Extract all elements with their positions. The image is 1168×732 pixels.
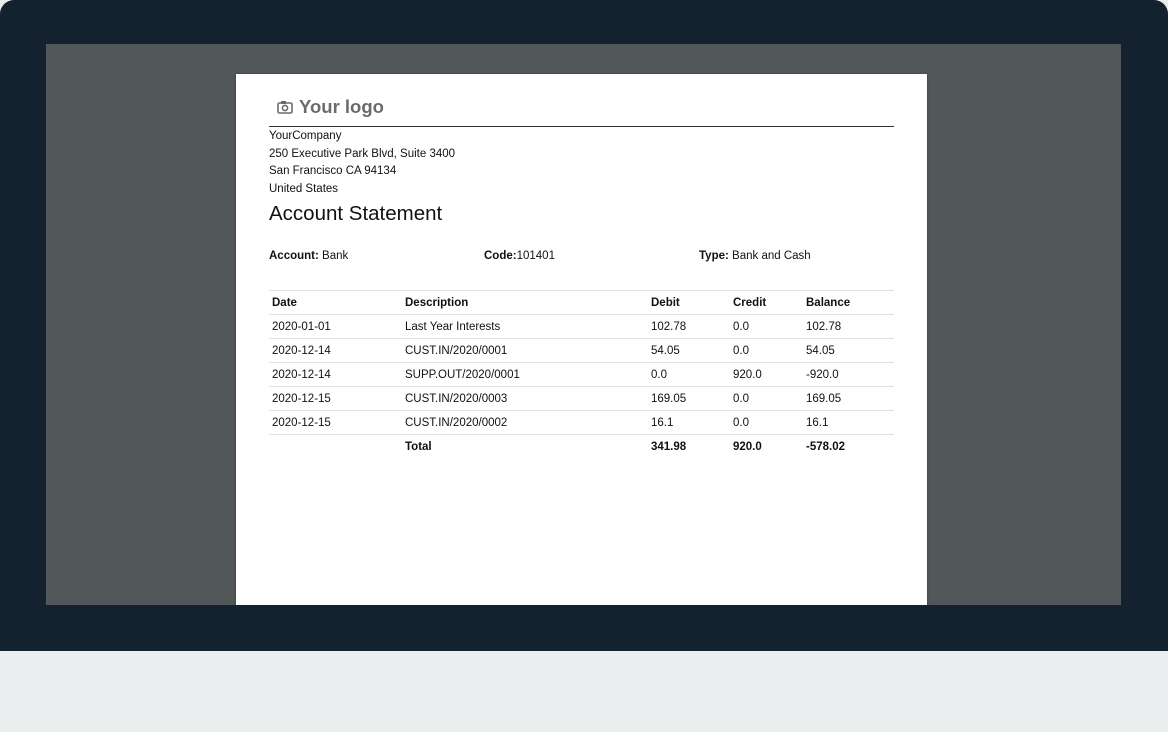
total-label: Total: [402, 435, 648, 459]
logo-text: Your logo: [299, 96, 384, 117]
cell-debit: 16.1: [648, 411, 730, 435]
code-info: [484, 250, 555, 262]
cell-date: 2020-01-01: [269, 315, 402, 339]
total-debit: 341.98: [648, 435, 730, 459]
cell-date: 2020-12-14: [269, 339, 402, 363]
header-description: Description: [402, 291, 648, 315]
company-street: 250 Executive Park Blvd, Suite 3400: [269, 147, 456, 160]
cell-credit: 0.0: [730, 387, 803, 411]
cell-date: 2020-12-14: [269, 363, 402, 387]
cell-credit: 0.0: [730, 315, 803, 339]
cell-description: CUST.IN/2020/0002: [402, 411, 648, 435]
cell-balance: 169.05: [803, 387, 894, 411]
cell-date: 2020-12-15: [269, 387, 402, 411]
cell-balance: 102.78: [803, 315, 894, 339]
account-value: Bank: [322, 250, 349, 262]
report-page: [236, 74, 927, 605]
cell-debit: 169.05: [648, 387, 730, 411]
table-row: [269, 339, 894, 363]
cell-balance: 16.1: [803, 411, 894, 435]
cell-debit: 54.05: [648, 339, 730, 363]
total-credit: 920.0: [730, 435, 803, 459]
total-balance: -578.02: [803, 435, 894, 459]
header-balance: Balance: [803, 291, 894, 315]
camera-icon: [277, 100, 293, 114]
cell-credit: 920.0: [730, 363, 803, 387]
cell-description: Last Year Interests: [402, 315, 648, 339]
table-header-row: [269, 291, 894, 315]
table-row: [269, 315, 894, 339]
company-address: [269, 128, 455, 198]
company-name: YourCompany: [269, 130, 342, 142]
code-label: Code:: [484, 250, 517, 262]
header-credit: Credit: [730, 291, 803, 315]
company-city: San Francisco CA 94134: [269, 165, 397, 177]
company-logo: [277, 96, 384, 118]
cell-description: CUST.IN/2020/0001: [402, 339, 648, 363]
cell-credit: 0.0: [730, 411, 803, 435]
cell-empty: [269, 435, 402, 459]
header-debit: Debit: [648, 291, 730, 315]
page-title: Account Statement: [269, 202, 443, 225]
cell-debit: 0.0: [648, 363, 730, 387]
company-country: United States: [269, 182, 339, 195]
statement-table: [269, 290, 894, 458]
cell-description: SUPP.OUT/2020/0001: [402, 363, 648, 387]
cell-date: 2020-12-15: [269, 411, 402, 435]
type-label: Type:: [699, 250, 729, 262]
cell-credit: 0.0: [730, 339, 803, 363]
table-row: [269, 387, 894, 411]
account-info: [269, 250, 348, 262]
table-row: [269, 411, 894, 435]
document-viewer: [46, 44, 1121, 605]
total-row: [269, 435, 894, 459]
header-divider: [269, 126, 894, 127]
type-info: [699, 250, 811, 262]
account-label: Account:: [269, 250, 319, 262]
type-value: Bank and Cash: [732, 250, 811, 262]
cell-balance: 54.05: [803, 339, 894, 363]
code-value: 101401: [516, 250, 555, 262]
cell-description: CUST.IN/2020/0003: [402, 387, 648, 411]
cell-debit: 102.78: [648, 315, 730, 339]
header-date: Date: [269, 291, 402, 315]
cell-balance: -920.0: [803, 363, 894, 387]
table-row: [269, 363, 894, 387]
